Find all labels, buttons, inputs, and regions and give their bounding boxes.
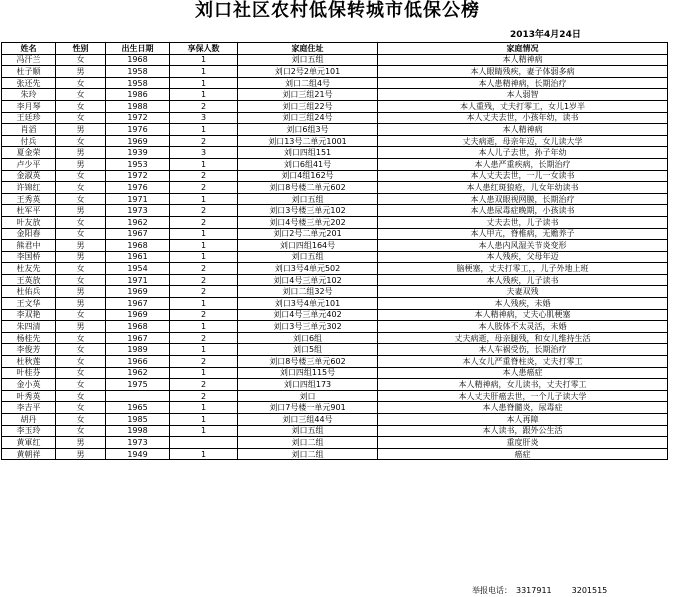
cell-address: 刘口4组162号 — [238, 170, 378, 182]
cell-birth: 1998 — [106, 425, 170, 437]
cell-address: 刘口6组41号 — [238, 158, 378, 170]
cell-name: 付兵 — [2, 135, 56, 147]
cell-situation: 本人患癌症 — [378, 367, 668, 379]
cell-gender: 女 — [56, 182, 106, 194]
column-header-situation: 家庭情况 — [378, 43, 668, 55]
cell-gender: 女 — [56, 309, 106, 321]
cell-address: 刘口四组173 — [238, 379, 378, 391]
table-row — [2, 414, 668, 426]
table-row — [2, 448, 668, 460]
cell-birth: 1965 — [106, 402, 170, 414]
cell-birth: 1969 — [106, 286, 170, 298]
cell-gender: 男 — [56, 437, 106, 449]
cell-name: 李俊芳 — [2, 344, 56, 356]
cell-name: 叶秀英 — [2, 390, 56, 402]
cell-birth — [106, 390, 170, 402]
column-header-count: 享保人数 — [170, 43, 238, 55]
column-header-address: 家庭住址 — [238, 43, 378, 55]
cell-gender: 女 — [56, 379, 106, 391]
cell-name: 夏金荣 — [2, 147, 56, 159]
table-row — [2, 240, 668, 252]
cell-count: 3 — [170, 147, 238, 159]
cell-count: 1 — [170, 414, 238, 426]
cell-situation: 本人肢体不太灵活，未婚 — [378, 321, 668, 333]
cell-name: 冯汗兰 — [2, 54, 56, 66]
cell-gender: 男 — [56, 251, 106, 263]
cell-name: 李吉平 — [2, 402, 56, 414]
cell-birth: 1985 — [106, 414, 170, 426]
table-row — [2, 205, 668, 217]
report-phone-2: 3201515 — [571, 586, 608, 595]
report-phone-label: 举报电话： — [472, 586, 512, 595]
cell-gender: 男 — [56, 66, 106, 78]
cell-situation: 本人残疾，儿子读书 — [378, 274, 668, 286]
table-row — [2, 147, 668, 159]
cell-count: 2 — [170, 309, 238, 321]
cell-address: 刘口三组21号 — [238, 89, 378, 101]
cell-situation: 本人丈夫肝癌去世，一个儿子读大学 — [378, 390, 668, 402]
cell-address: 刘口4号楼三单元202 — [238, 216, 378, 228]
cell-name: 叶友放 — [2, 216, 56, 228]
cell-address: 刘口4号三单元402 — [238, 309, 378, 321]
cell-situation: 丈夫去世，儿子读书 — [378, 216, 668, 228]
cell-address: 刘口四组164号 — [238, 240, 378, 252]
cell-situation: 本人精神病，丈夫心肌梗塞 — [378, 309, 668, 321]
table-row — [2, 309, 668, 321]
cell-situation: 本人弱智 — [378, 89, 668, 101]
cell-name: 叶桂芬 — [2, 367, 56, 379]
cell-gender: 男 — [56, 124, 106, 136]
cell-address: 刘口6组 — [238, 332, 378, 344]
cell-birth: 1972 — [106, 170, 170, 182]
cell-situation: 本人患尿毒症晚期，小孩读书 — [378, 205, 668, 217]
cell-situation: 本人患脊髓炎，尿毒症 — [378, 402, 668, 414]
cell-name: 金阳春 — [2, 228, 56, 240]
cell-gender: 女 — [56, 135, 106, 147]
cell-name: 王廷珍 — [2, 112, 56, 124]
cell-count: 1 — [170, 89, 238, 101]
cell-birth: 1986 — [106, 89, 170, 101]
cell-birth: 1971 — [106, 274, 170, 286]
cell-gender: 女 — [56, 367, 106, 379]
cell-count: 2 — [170, 182, 238, 194]
cell-count: 2 — [170, 356, 238, 368]
cell-name: 杜友先 — [2, 263, 56, 275]
cell-gender: 女 — [56, 216, 106, 228]
cell-address: 刘口三组24号 — [238, 112, 378, 124]
cell-count: 1 — [170, 54, 238, 66]
cell-gender: 女 — [56, 170, 106, 182]
cell-situation: 本人读书，跟外公生活 — [378, 425, 668, 437]
cell-situation: 本人眼睛残疾，妻子体弱多病 — [378, 66, 668, 78]
cell-gender: 女 — [56, 54, 106, 66]
cell-count: 2 — [170, 100, 238, 112]
cell-address: 刘口8号楼二单元602 — [238, 182, 378, 194]
cell-gender: 女 — [56, 344, 106, 356]
cell-gender: 女 — [56, 425, 106, 437]
cell-address: 刘口二组32号 — [238, 286, 378, 298]
cell-birth: 1954 — [106, 263, 170, 275]
cell-situation: 本人儿子去世，孙子年幼 — [378, 147, 668, 159]
cell-birth: 1966 — [106, 356, 170, 368]
table-row — [2, 344, 668, 356]
cell-gender: 男 — [56, 205, 106, 217]
cell-gender: 女 — [56, 228, 106, 240]
table-row — [2, 135, 668, 147]
table-row — [2, 170, 668, 182]
cell-count: 1 — [170, 402, 238, 414]
cell-situation: 本人患内风湿关节炎变形 — [378, 240, 668, 252]
table-row — [2, 437, 668, 449]
table-row — [2, 228, 668, 240]
cell-gender: 女 — [56, 274, 106, 286]
cell-birth: 1968 — [106, 240, 170, 252]
table-row — [2, 379, 668, 391]
cell-address: 刘口6组3号 — [238, 124, 378, 136]
cell-gender: 男 — [56, 298, 106, 310]
table-row — [2, 425, 668, 437]
cell-situation: 本人精神病 — [378, 124, 668, 136]
cell-address: 刘口五组 — [238, 54, 378, 66]
cell-birth: 1988 — [106, 100, 170, 112]
cell-gender: 男 — [56, 240, 106, 252]
cell-name: 杨桂先 — [2, 332, 56, 344]
table-row — [2, 54, 668, 66]
cell-name: 胡丹 — [2, 414, 56, 426]
table-row — [2, 286, 668, 298]
cell-address: 刘口四组115号 — [238, 367, 378, 379]
cell-gender: 男 — [56, 448, 106, 460]
table-row — [2, 367, 668, 379]
column-header-gender: 性别 — [56, 43, 106, 55]
table-row — [2, 124, 668, 136]
cell-gender: 男 — [56, 147, 106, 159]
cell-birth: 1971 — [106, 193, 170, 205]
cell-name: 杜秋莲 — [2, 356, 56, 368]
cell-count: 1 — [170, 251, 238, 263]
cell-name: 黄朝祥 — [2, 448, 56, 460]
cell-birth: 1962 — [106, 216, 170, 228]
cell-address: 刘口二组 — [238, 437, 378, 449]
cell-birth: 1967 — [106, 298, 170, 310]
cell-situation: 本人丈夫去世，一儿一女读书 — [378, 170, 668, 182]
cell-birth: 1958 — [106, 77, 170, 89]
cell-gender: 女 — [56, 414, 106, 426]
cell-gender: 女 — [56, 193, 106, 205]
cell-count: 2 — [170, 390, 238, 402]
column-header-name: 姓名 — [2, 43, 56, 55]
table-row — [2, 100, 668, 112]
cell-gender: 女 — [56, 112, 106, 124]
cell-situation: 本人甲亢，脊椎病，无赡养子 — [378, 228, 668, 240]
cell-situation: 本人患红斑狼疮，儿女年幼读书 — [378, 182, 668, 194]
cell-situation: 本人残疾，父母年迈 — [378, 251, 668, 263]
cell-name: 肖滔 — [2, 124, 56, 136]
cell-name: 李双艳 — [2, 309, 56, 321]
cell-gender: 女 — [56, 263, 106, 275]
cell-address: 刘口3号4单元502 — [238, 263, 378, 275]
cell-address: 刘口三组44号 — [238, 414, 378, 426]
cell-address: 刘口二组 — [238, 448, 378, 460]
cell-count: 1 — [170, 344, 238, 356]
cell-situation: 本人丈夫去世，小孩年幼，读书 — [378, 112, 668, 124]
cell-name: 朱玲 — [2, 89, 56, 101]
cell-birth: 1975 — [106, 379, 170, 391]
cell-name: 李月琴 — [2, 100, 56, 112]
cell-count: 2 — [170, 135, 238, 147]
cell-address: 刘口3号楼三单元102 — [238, 205, 378, 217]
table-row — [2, 321, 668, 333]
cell-situation: 癌症 — [378, 448, 668, 460]
cell-count: 2 — [170, 379, 238, 391]
cell-birth: 1973 — [106, 205, 170, 217]
cell-gender: 女 — [56, 356, 106, 368]
cell-address: 刘口7号楼一单元901 — [238, 402, 378, 414]
cell-situation: 本人精神病 — [378, 54, 668, 66]
cell-count: 1 — [170, 321, 238, 333]
cell-situation: 本人患精神病，长期治疗 — [378, 77, 668, 89]
cell-count: 2 — [170, 274, 238, 286]
cell-gender: 女 — [56, 89, 106, 101]
cell-name: 熊君中 — [2, 240, 56, 252]
cell-birth: 1958 — [106, 66, 170, 78]
cell-count: 1 — [170, 448, 238, 460]
cell-count: 2 — [170, 332, 238, 344]
cell-address: 刘口5组 — [238, 344, 378, 356]
publish-date: 2013年4月24日 — [510, 30, 581, 40]
cell-birth: 1968 — [106, 321, 170, 333]
cell-name: 金小英 — [2, 379, 56, 391]
cell-name: 黄軍红 — [2, 437, 56, 449]
cell-count: 1 — [170, 124, 238, 136]
cell-birth: 1972 — [106, 112, 170, 124]
cell-situation: 重度肝炎 — [378, 437, 668, 449]
cell-name: 李玉玲 — [2, 425, 56, 437]
subsistence-list-table — [1, 42, 668, 460]
table-row — [2, 263, 668, 275]
table-row — [2, 77, 668, 89]
page-title: 刘口社区农村低保转城市低保公榜 — [195, 0, 480, 21]
cell-name: 杜佑兵 — [2, 286, 56, 298]
cell-situation: 本人患严重疾病，长期治疗 — [378, 158, 668, 170]
cell-count — [170, 437, 238, 449]
table-row — [2, 356, 668, 368]
cell-count: 1 — [170, 298, 238, 310]
cell-count: 1 — [170, 240, 238, 252]
cell-count: 1 — [170, 425, 238, 437]
cell-address: 刘口2号二单元201 — [238, 228, 378, 240]
cell-situation: 本人残疾，未婚 — [378, 298, 668, 310]
cell-birth: 1969 — [106, 135, 170, 147]
cell-address: 刘口五组 — [238, 425, 378, 437]
cell-situation: 脑梗塞，丈夫打零工，，儿子外地上班 — [378, 263, 668, 275]
table-row — [2, 390, 668, 402]
cell-birth: 1973 — [106, 437, 170, 449]
cell-address: 刘口 — [238, 390, 378, 402]
table-row — [2, 402, 668, 414]
cell-birth: 1976 — [106, 124, 170, 136]
cell-situation: 本人车祸受伤，长期治疗 — [378, 344, 668, 356]
cell-gender: 男 — [56, 158, 106, 170]
table-header-row — [2, 43, 668, 55]
cell-birth: 1962 — [106, 367, 170, 379]
cell-gender: 女 — [56, 402, 106, 414]
cell-count: 1 — [170, 367, 238, 379]
cell-name: 杜子顺 — [2, 66, 56, 78]
cell-birth: 1967 — [106, 228, 170, 240]
cell-address: 刘口五组 — [238, 193, 378, 205]
cell-birth: 1949 — [106, 448, 170, 460]
cell-count: 1 — [170, 66, 238, 78]
cell-count: 2 — [170, 216, 238, 228]
cell-birth: 1953 — [106, 158, 170, 170]
cell-birth: 1969 — [106, 309, 170, 321]
cell-situation: 丈夫病逝，母亲年迈，女儿读大学 — [378, 135, 668, 147]
cell-name: 金淑英 — [2, 170, 56, 182]
cell-count: 2 — [170, 286, 238, 298]
cell-address: 刘口3号三单元302 — [238, 321, 378, 333]
cell-gender: 男 — [56, 286, 106, 298]
cell-situation: 本人重残，丈夫打零工，女儿1岁半 — [378, 100, 668, 112]
table-row — [2, 193, 668, 205]
table-row — [2, 158, 668, 170]
cell-situation: 夫妻双残 — [378, 286, 668, 298]
column-header-birth: 出生日期 — [106, 43, 170, 55]
cell-count: 1 — [170, 158, 238, 170]
table-row — [2, 216, 668, 228]
cell-gender: 女 — [56, 100, 106, 112]
cell-gender: 女 — [56, 332, 106, 344]
cell-situation: 本人再障 — [378, 414, 668, 426]
cell-count: 3 — [170, 112, 238, 124]
report-phone — [468, 585, 607, 596]
cell-count: 1 — [170, 77, 238, 89]
cell-birth: 1961 — [106, 251, 170, 263]
cell-name: 李国桥 — [2, 251, 56, 263]
cell-situation: 丈夫病逝，母亲腿残，和女儿维持生活 — [378, 332, 668, 344]
cell-birth: 1968 — [106, 54, 170, 66]
cell-name: 卢少平 — [2, 158, 56, 170]
cell-address: 刘口四组151 — [238, 147, 378, 159]
cell-gender: 男 — [56, 321, 106, 333]
cell-birth: 1939 — [106, 147, 170, 159]
cell-address: 刘口8号楼三单元602 — [238, 356, 378, 368]
cell-count: 2 — [170, 263, 238, 275]
cell-name: 王文华 — [2, 298, 56, 310]
cell-address: 刘口五组 — [238, 251, 378, 263]
cell-address: 刘口13号二单元1001 — [238, 135, 378, 147]
cell-count: 1 — [170, 193, 238, 205]
cell-name: 王英放 — [2, 274, 56, 286]
cell-birth: 1967 — [106, 332, 170, 344]
cell-name: 许锦红 — [2, 182, 56, 194]
cell-situation: 本人精神病，女儿读书，丈夫打零工 — [378, 379, 668, 391]
cell-address: 刘口三组22号 — [238, 100, 378, 112]
cell-situation: 本人女儿严重脊柱炎，丈夫打零工 — [378, 356, 668, 368]
table-row — [2, 66, 668, 78]
table-row — [2, 332, 668, 344]
cell-count: 1 — [170, 228, 238, 240]
cell-address: 刘口2号2单元101 — [238, 66, 378, 78]
cell-name: 杜军平 — [2, 205, 56, 217]
table-row — [2, 274, 668, 286]
cell-name: 王秀英 — [2, 193, 56, 205]
report-phone-1: 3317911 — [516, 586, 552, 595]
cell-count: 2 — [170, 205, 238, 217]
cell-birth: 1989 — [106, 344, 170, 356]
cell-birth: 1976 — [106, 182, 170, 194]
cell-gender: 女 — [56, 390, 106, 402]
cell-name: 张还先 — [2, 77, 56, 89]
cell-gender: 女 — [56, 77, 106, 89]
table-row — [2, 89, 668, 101]
table-row — [2, 298, 668, 310]
table-row — [2, 251, 668, 263]
cell-situation: 本人患双眼视网膜，长期治疗 — [378, 193, 668, 205]
cell-address: 刘口二组4号 — [238, 77, 378, 89]
cell-count: 2 — [170, 170, 238, 182]
cell-address: 刘口3号4单元101 — [238, 298, 378, 310]
cell-address: 刘口4号三单元102 — [238, 274, 378, 286]
table-row — [2, 182, 668, 194]
table-row — [2, 112, 668, 124]
cell-name: 朱四清 — [2, 321, 56, 333]
